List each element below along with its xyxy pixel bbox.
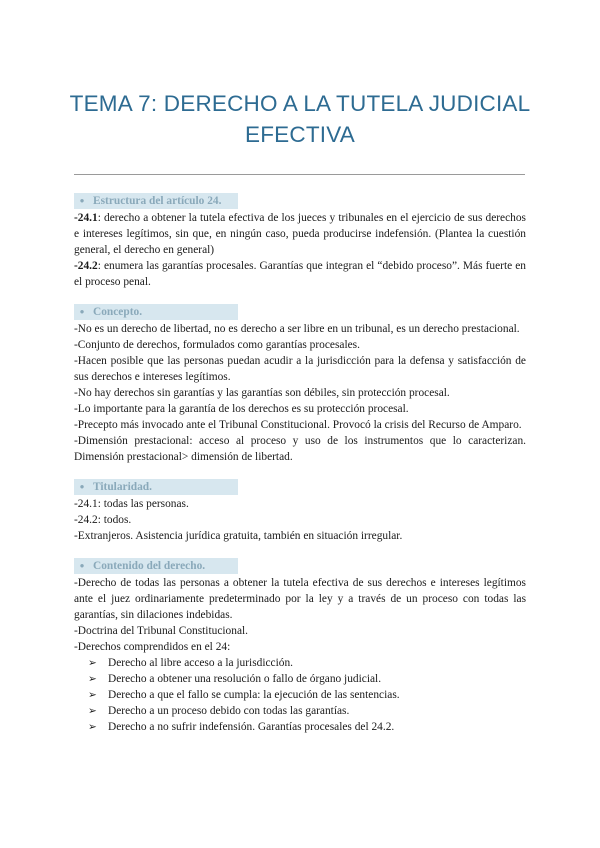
section-estructura xyxy=(74,193,526,290)
section-heading xyxy=(74,479,238,495)
section-contenido xyxy=(74,558,526,735)
bullet-icon: ● xyxy=(79,482,85,491)
list-item-text: Derecho a obtener una resolución o fallo de órgano judicial. xyxy=(108,673,382,685)
paragraph: -No hay derechos sin garantías y las garantías son débiles, sin protección procesal. xyxy=(74,387,450,399)
paragraph: -No es un derecho de libertad, no es derecho a ser libre en un tribunal, es un derecho prestacional. xyxy=(74,323,520,335)
bullet-icon: ● xyxy=(79,561,85,570)
paragraph: -Lo importante para la garantía de los derechos es su protección procesal. xyxy=(74,403,409,415)
paragraph: -Precepto más invocado ante el Tribunal Constitucional. Provocó la crisis del Recurso de Amparo. xyxy=(74,419,522,431)
paragraph: -Doctrina del Tribunal Constitucional. xyxy=(74,625,249,637)
arrow-icon: ➢ xyxy=(88,689,97,701)
section-heading xyxy=(74,304,238,320)
paragraph: -Derechos comprendidos en el 24: xyxy=(74,641,231,653)
list-item-text: Derecho a que el fallo se cumpla: la ejecución de las sentencias. xyxy=(108,689,400,701)
paragraph xyxy=(74,258,526,290)
section-titularidad xyxy=(74,479,526,544)
section-heading-text: Contenido del derecho. xyxy=(93,560,206,572)
section-heading xyxy=(74,193,238,209)
paragraph: -Derecho de todas las personas a obtener la tutela efectiva de sus derechos e intereses legítimos ante el juez ordinariamente predeterminado por la ley y a través de un proceso con todas las garantías, sin dilaciones indebidas. xyxy=(74,577,526,621)
title-divider xyxy=(74,174,525,175)
list-item xyxy=(88,671,526,687)
paragraph: -Extranjeros. Asistencia jurídica gratuita, también en situación irregular. xyxy=(74,530,403,542)
paragraph: -Dimensión prestacional: acceso al proceso y uso de los instrumentos que lo caracterizan. Dimensión prestacional> dimensión de libertad. xyxy=(74,435,526,463)
section-heading xyxy=(74,558,238,574)
bullet-icon: ● xyxy=(79,307,85,316)
list-item xyxy=(88,655,526,671)
paragraph xyxy=(74,210,526,258)
section-heading-text: Estructura del artículo 24. xyxy=(93,195,222,207)
paragraph-text: : derecho a obtener la tutela efectiva de los jueces y tribunales en el ejercicio de sus derechos e intereses legítimos, sin que, en ningún caso, pueda producirse indefensión. (Plantea la cuestión general, el derecho en general) xyxy=(74,212,526,256)
arrow-icon: ➢ xyxy=(88,705,97,717)
section-heading-text: Concepto. xyxy=(93,306,143,318)
list-item xyxy=(88,687,526,703)
list-item-text: Derecho a no sufrir indefensión. Garantías procesales del 24.2. xyxy=(108,721,395,733)
arrow-icon: ➢ xyxy=(88,721,97,733)
paragraph: -Hacen posible que las personas puedan acudir a la jurisdicción para la defensa y satisfacción de sus derechos e intereses legítimos. xyxy=(74,355,526,383)
list-item-text: Derecho al libre acceso a la jurisdicción. xyxy=(108,657,294,669)
article-ref: -24.1 xyxy=(74,212,98,224)
bullet-icon: ● xyxy=(79,196,85,205)
list-item xyxy=(88,719,526,735)
section-heading-text: Titularidad. xyxy=(93,481,152,493)
paragraph-text: : enumera las garantías procesales. Garantías que integran el “debido proceso”. Más fuerte en el proceso penal. xyxy=(74,260,526,288)
arrow-icon: ➢ xyxy=(88,657,97,669)
paragraph: -Conjunto de derechos, formulados como garantías procesales. xyxy=(74,339,360,351)
section-concepto xyxy=(74,304,526,465)
rights-list xyxy=(74,655,526,735)
paragraph: -24.2: todos. xyxy=(74,514,132,526)
document-body xyxy=(74,193,526,735)
page-title: TEMA 7: DERECHO A LA TUTELA JUDICIAL EFECTIVA xyxy=(69,91,531,147)
arrow-icon: ➢ xyxy=(88,673,97,685)
article-ref: -24.2 xyxy=(74,260,98,272)
paragraph: -24.1: todas las personas. xyxy=(74,498,189,510)
list-item-text: Derecho a un proceso debido con todas las garantías. xyxy=(108,705,350,717)
list-item xyxy=(88,703,526,719)
